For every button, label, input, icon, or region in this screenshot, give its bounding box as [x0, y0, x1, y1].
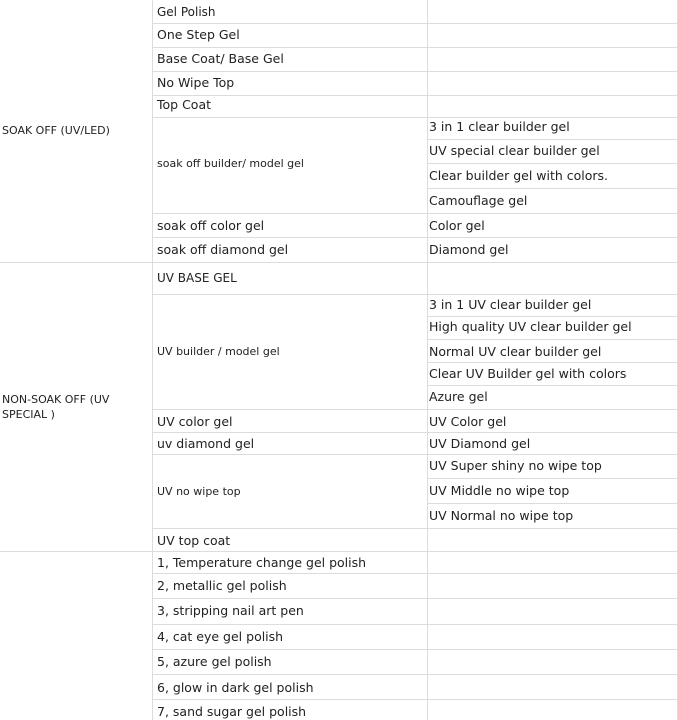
uv-builder-item: 3 in 1 UV clear builder gel — [429, 297, 592, 312]
builder-item: 3 in 1 clear builder gel — [429, 119, 570, 134]
row-label-one-step-gel: One Step Gel — [157, 27, 240, 42]
group-divider — [0, 262, 678, 263]
row-label-uv-top-coat: UV top coat — [157, 533, 231, 548]
uv-builder-item: Normal UV clear builder gel — [429, 344, 602, 359]
row-label-uv-no-wipe-top: UV no wipe top — [157, 485, 241, 498]
list-item: 5, azure gel polish — [157, 654, 272, 669]
col-divider-1 — [152, 0, 153, 720]
uv-builder-item: High quality UV clear builder gel — [429, 319, 632, 334]
row-label-no-wipe-top: No Wipe Top — [157, 75, 235, 90]
row-value-uv-diamond-gel: UV Diamond gel — [429, 436, 531, 451]
builder-item: Clear builder gel with colors. — [429, 168, 609, 183]
no-wipe-item: UV Middle no wipe top — [429, 483, 570, 498]
uv-builder-item: Azure gel — [429, 389, 488, 404]
group-divider — [0, 551, 678, 552]
row-value-color-gel: Color gel — [429, 218, 485, 233]
row-value-uv-color-gel: UV Color gel — [429, 414, 507, 429]
no-wipe-item: UV Normal no wipe top — [429, 508, 574, 523]
list-item: 6, glow in dark gel polish — [157, 680, 314, 695]
col-divider-2 — [427, 0, 428, 720]
builder-item: Camouflage gel — [429, 193, 528, 208]
row-label-uv-diamond-gel: uv diamond gel — [157, 436, 255, 451]
list-item: 2, metallic gel polish — [157, 578, 287, 593]
list-item: 4, cat eye gel polish — [157, 629, 284, 644]
list-item: 1, Temperature change gel polish — [157, 555, 367, 570]
group-label-non-soak-off: NON-SOAK OFF (UV — [2, 393, 110, 406]
row-label-uv-color-gel: UV color gel — [157, 414, 233, 429]
uv-builder-item: Clear UV Builder gel with colors — [429, 366, 627, 381]
group-label-soak-off: SOAK OFF (UV/LED) — [2, 124, 110, 137]
list-item: 7, sand sugar gel polish — [157, 704, 307, 719]
row-label-soak-off-builder: soak off builder/ model gel — [157, 157, 304, 170]
row-label-soak-off-color-gel: soak off color gel — [157, 218, 265, 233]
list-item: 3, stripping nail art pen — [157, 603, 304, 618]
row-label-uv-base-gel: UV BASE GEL — [157, 271, 237, 285]
row-label-soak-off-diamond-gel: soak off diamond gel — [157, 242, 289, 257]
row-label-base-coat: Base Coat/ Base Gel — [157, 51, 284, 66]
group-label-non-soak-off-line2: SPECIAL ) — [2, 408, 55, 421]
no-wipe-item: UV Super shiny no wipe top — [429, 458, 602, 473]
row-label-uv-builder: UV builder / model gel — [157, 345, 280, 358]
row-label-top-coat: Top Coat — [157, 97, 212, 112]
row-value-diamond-gel: Diamond gel — [429, 242, 509, 257]
builder-item: UV special clear builder gel — [429, 143, 600, 158]
row-label-gel-polish: Gel Polish — [157, 5, 216, 19]
